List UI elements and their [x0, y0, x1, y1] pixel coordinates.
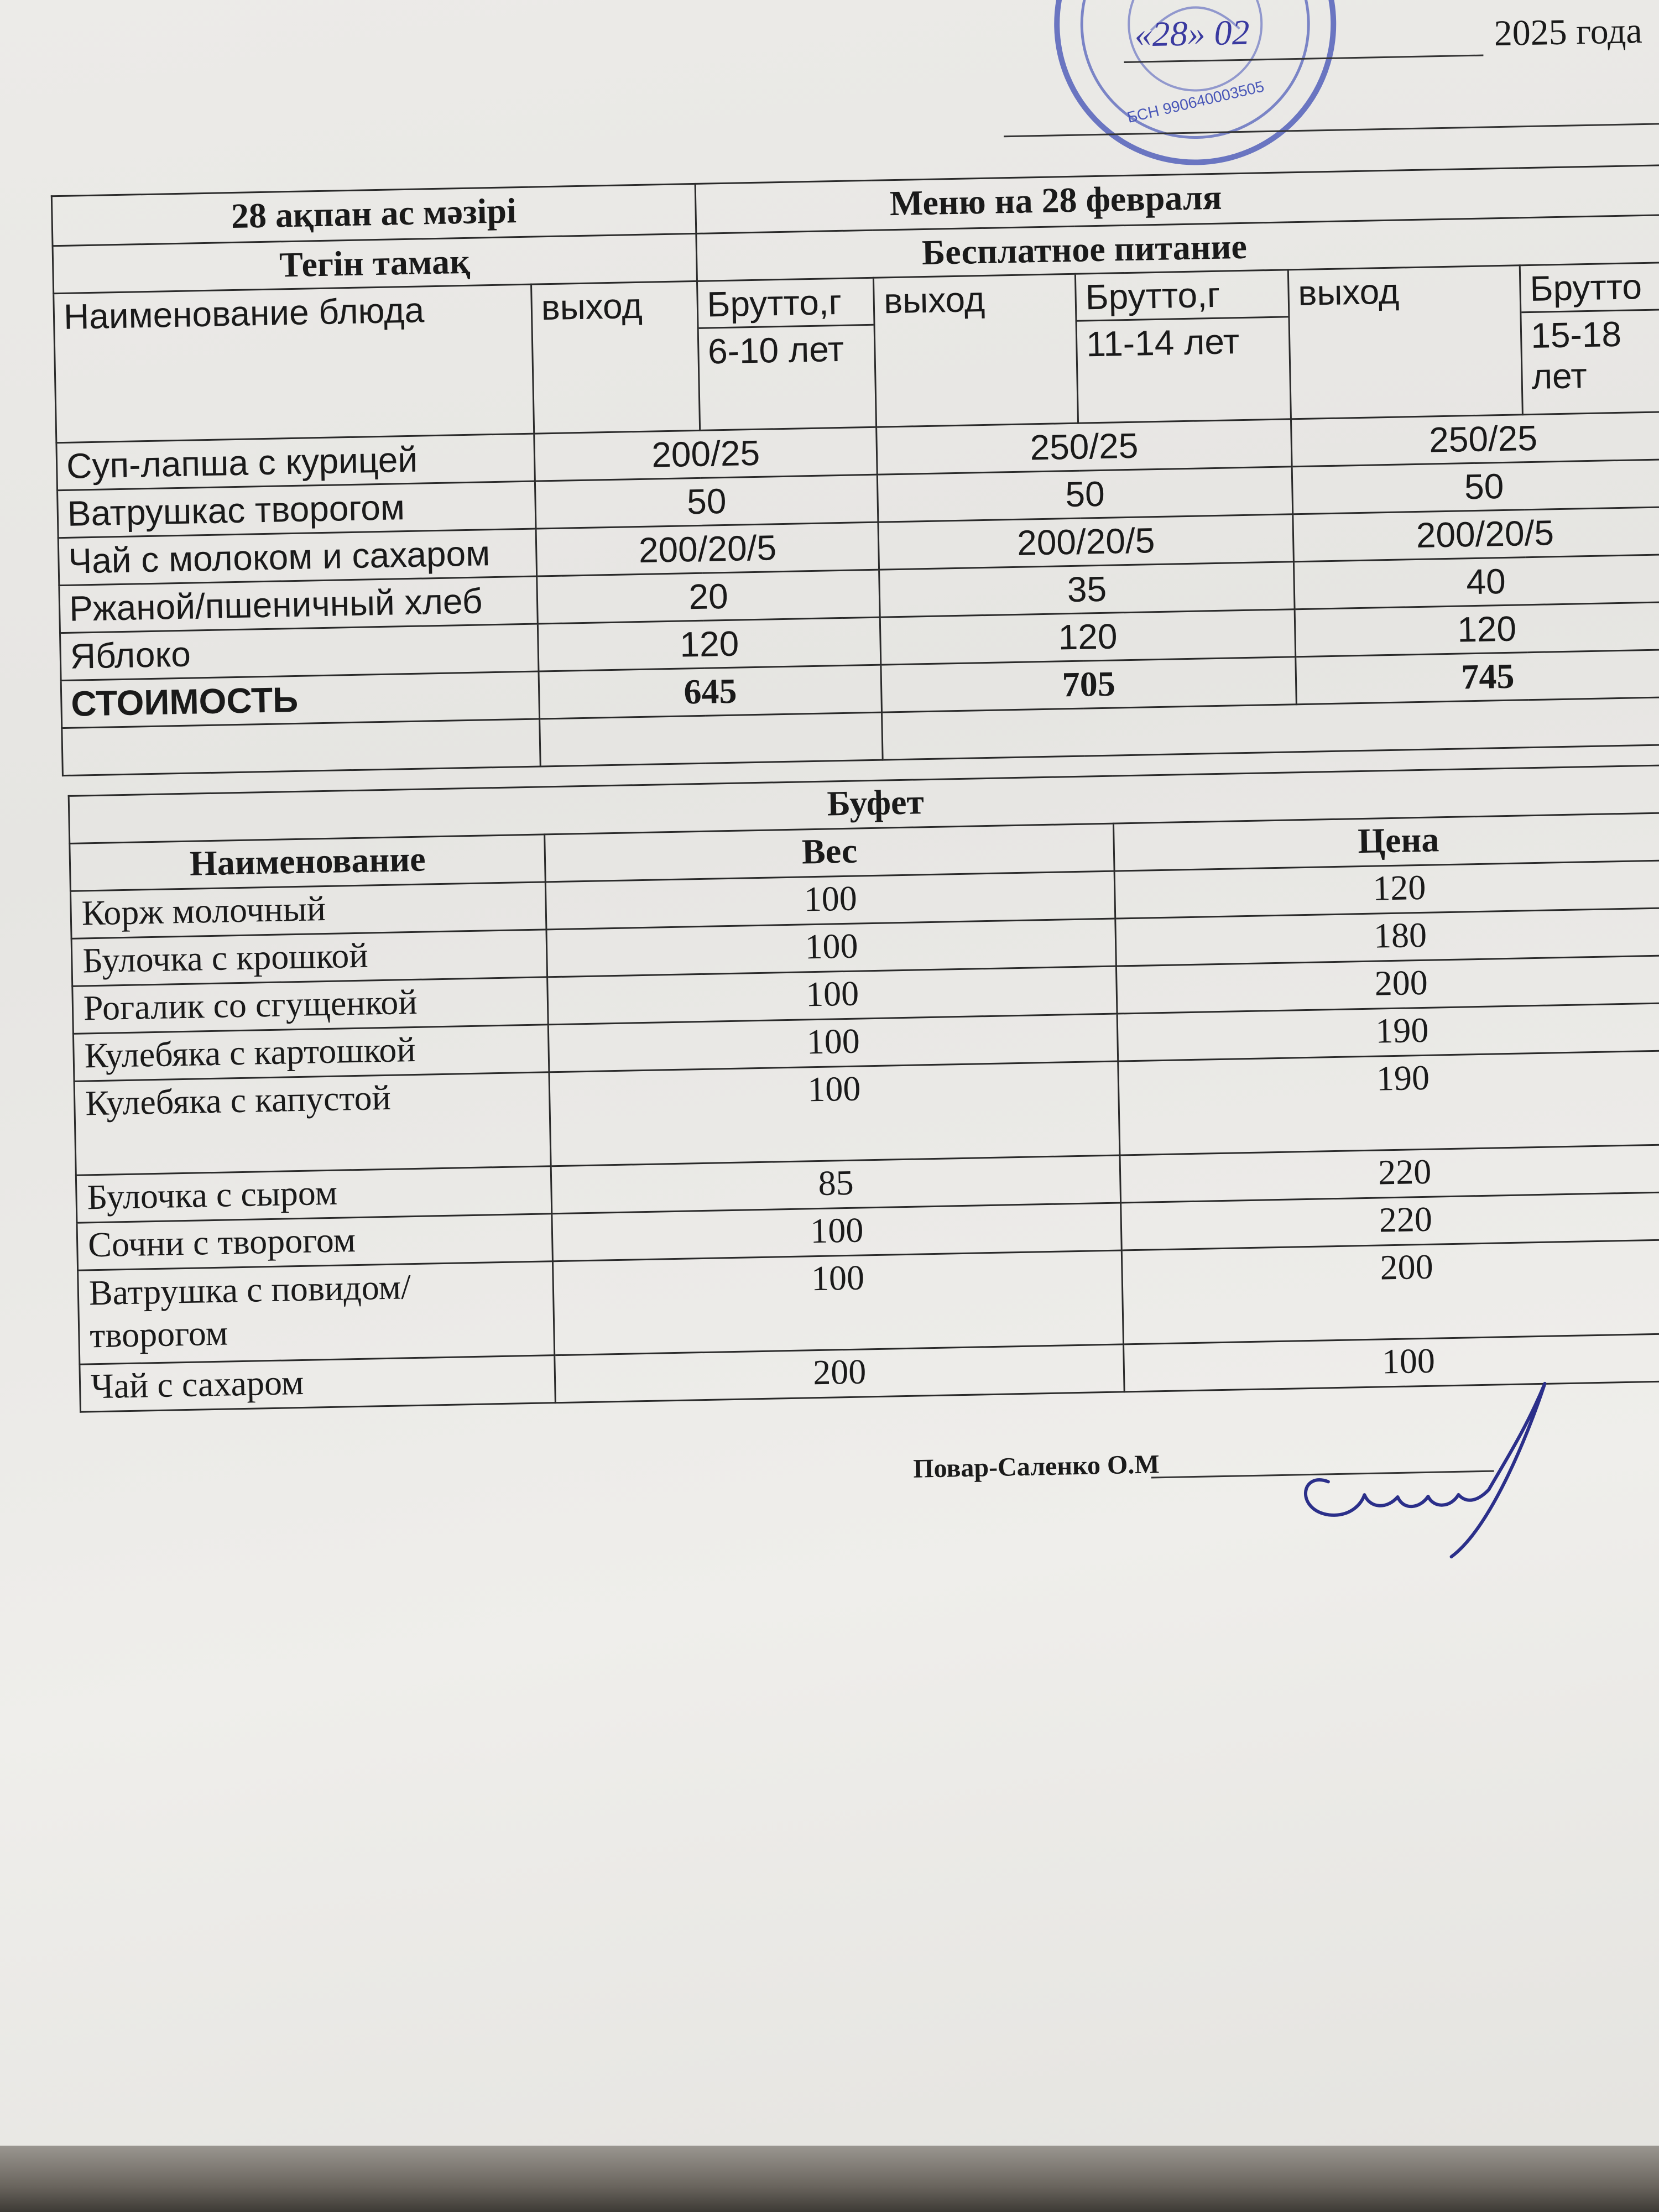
- dish-value-11-14: 200/20/5: [878, 514, 1293, 570]
- col-vykhod-2: выход: [874, 274, 1078, 427]
- buffet-item-price: 200: [1121, 1239, 1659, 1344]
- col-brutto-3: [1520, 263, 1659, 415]
- buffet-item-weight: 100: [553, 1250, 1124, 1355]
- background-edge: [0, 2146, 1659, 2212]
- dish-value-6-10: 20: [537, 570, 880, 624]
- dish-value-15-18: 200/20/5: [1292, 507, 1659, 561]
- dish-name: Чай с молоком и сахаром: [58, 529, 536, 586]
- free-meal-table: [51, 164, 1659, 776]
- cost-15-18: 745: [1295, 649, 1659, 704]
- brutto-3-label: Брутто: [1521, 263, 1659, 313]
- buffet-item-price: 180: [1115, 907, 1659, 966]
- title-ru-text: Меню на 28 февраля: [889, 177, 1223, 223]
- dish-value-15-18: 250/25: [1291, 412, 1659, 467]
- cost-6-10: 645: [539, 665, 882, 719]
- dish-name: Ржаной/пшеничный хлеб: [59, 576, 538, 633]
- approval-year: 2025 года: [1493, 11, 1643, 54]
- age-1-label: 6-10 лет: [707, 328, 844, 372]
- dish-value-6-10: 200/20/5: [536, 522, 879, 576]
- dish-name: Ватрушкас творогом: [58, 481, 536, 538]
- dish-value-11-14: 250/25: [877, 419, 1292, 474]
- approval-date-line: [1123, 8, 1484, 63]
- brutto-1-label: Брутто,г: [698, 279, 874, 329]
- dish-value-15-18: 40: [1293, 554, 1659, 609]
- buffet-item-price: 190: [1117, 1003, 1659, 1061]
- buffet-item-price: 190: [1118, 1050, 1659, 1155]
- buffet-title: Буфет: [69, 765, 1659, 843]
- free-meal-kz: Тегін тамақ: [53, 233, 697, 293]
- stamp-text: БСН 990640003505: [1125, 77, 1266, 127]
- buffet-item-name: Булочка с сыром: [76, 1166, 552, 1223]
- buffet-item-price: 220: [1121, 1192, 1659, 1250]
- cook-signature-label: Повар-Саленко О.М: [912, 1449, 1160, 1484]
- dish-value-6-10: 200/25: [534, 427, 878, 481]
- dish-value-15-18: 120: [1295, 602, 1659, 656]
- empty-cell: [62, 719, 540, 776]
- dish-value-11-14: 120: [880, 609, 1296, 665]
- buffet-item-weight: 100: [552, 1203, 1121, 1261]
- dish-value-15-18: 50: [1292, 459, 1659, 514]
- col-vykhod-3: выход: [1288, 265, 1522, 419]
- free-meal-ru-text: Бесплатное питание: [921, 226, 1248, 273]
- cost-11-14: 705: [881, 657, 1296, 712]
- title-kz: 28 ақпан ас мәзірі: [51, 184, 696, 246]
- dish-name: Суп-лапша с курицей: [56, 434, 535, 491]
- cost-label: СТОИМОСТЬ: [61, 671, 539, 728]
- buffet-item-price: 200: [1117, 955, 1659, 1014]
- buffet-item-price: 220: [1120, 1144, 1659, 1203]
- buffet-item-name: Рогалик со сгущенкой: [72, 977, 549, 1034]
- buffet-item-name: Булочка с крошкой: [71, 930, 547, 986]
- buffet-item-name: Кулебяка с капустой: [74, 1072, 551, 1175]
- buffet-item-name: Ватрушка с повидом/творогом: [78, 1261, 555, 1364]
- col-brutto-1: [697, 278, 877, 430]
- dish-name: Яблоко: [60, 624, 538, 681]
- buffet-item-name: Чай с сахаром: [80, 1355, 556, 1412]
- buffet-item-name: Корж молочный: [70, 882, 546, 938]
- buffet-item-name: Сочни с творогом: [77, 1214, 553, 1270]
- brutto-2-label: Брутто,г: [1076, 270, 1288, 321]
- age-3-label: 15-18 лет: [1530, 314, 1622, 397]
- buffet-item-weight: 200: [555, 1344, 1124, 1403]
- buffet-item-weight: 100: [549, 1061, 1120, 1166]
- handwritten-signature: [1265, 1361, 1568, 1577]
- dish-value-11-14: 35: [879, 562, 1295, 617]
- buffet-item-price: 120: [1114, 860, 1659, 919]
- buffet-item-weight: 100: [549, 1014, 1118, 1072]
- age-2-label: 11-14 лет: [1086, 321, 1240, 364]
- dish-value-6-10: 120: [538, 617, 881, 671]
- dish-value-11-14: 50: [878, 467, 1293, 522]
- col-brutto-2: [1075, 270, 1291, 423]
- buffet-table: [68, 764, 1659, 1413]
- col-dish-name: Наименование блюда: [54, 284, 534, 443]
- col-vykhod-1: выход: [531, 281, 700, 434]
- empty-cell: [539, 712, 883, 766]
- buffet-item-weight: 100: [546, 871, 1115, 930]
- buffet-item-weight: 100: [547, 966, 1117, 1025]
- buffet-item-weight: 100: [546, 919, 1116, 977]
- approval-date: «28» 02: [1134, 12, 1250, 54]
- buffet-item-weight: 85: [551, 1155, 1121, 1214]
- buffet-item-name: Кулебяка с картошкой: [73, 1025, 549, 1081]
- buffet-item-price: 100: [1124, 1333, 1659, 1392]
- buffet-col-price: Цена: [1114, 812, 1659, 871]
- buffet-col-weight: Вес: [545, 823, 1114, 882]
- dish-value-6-10: 50: [535, 474, 878, 529]
- buffet-col-name: Наименование: [70, 834, 546, 891]
